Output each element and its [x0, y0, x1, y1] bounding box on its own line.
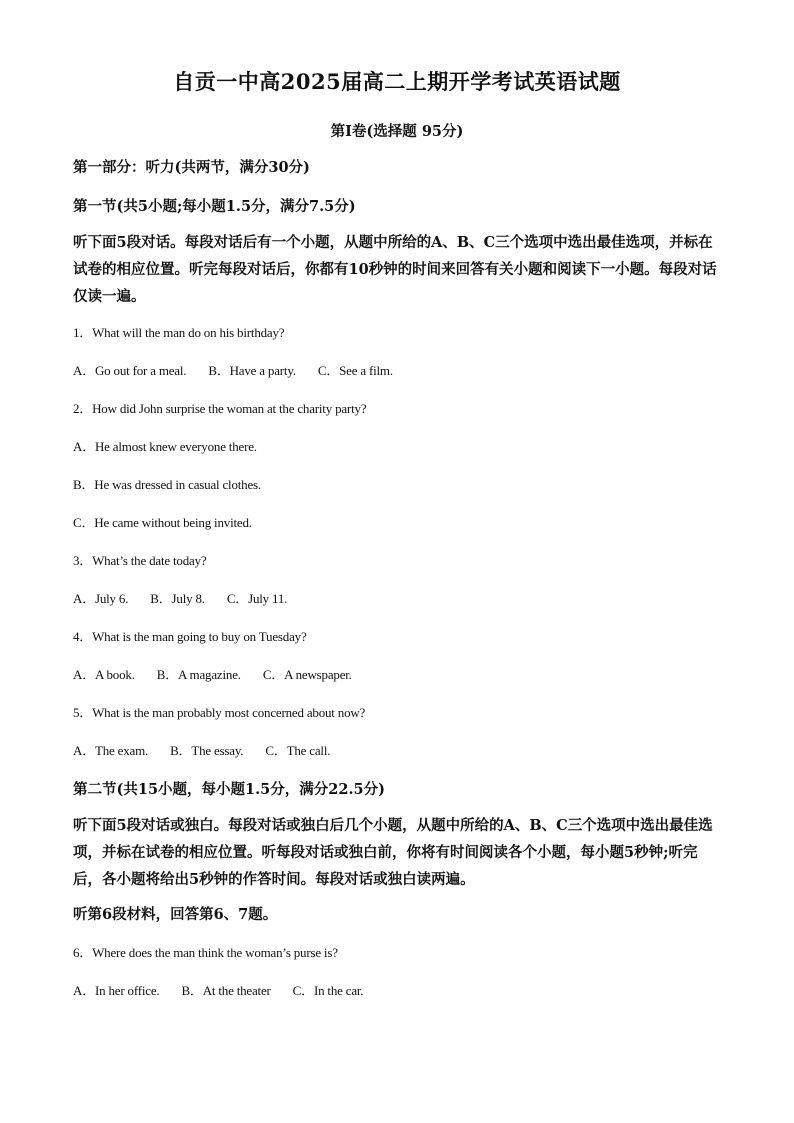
question-4-option-c[interactable]: C．A newspaper. — [262, 667, 352, 682]
question-2-option-c[interactable]: C．He came without being invited. — [73, 515, 252, 530]
question-4-stem: 4．What is the man going to buy on Tuesday? — [73, 629, 307, 644]
section1-heading: 第一节(共5小题;每小题1.5分，满分7.5分) — [73, 198, 356, 215]
question-2-option-b[interactable]: B．He was dressed in casual clothes. — [73, 477, 261, 492]
volume-heading: 第Ⅰ卷(选择题 95分) — [330, 123, 464, 140]
question-3-option-a[interactable]: A．July 6. — [73, 591, 129, 606]
question-6-option-b[interactable]: B．At the theater — [181, 983, 271, 998]
question-2-stem: 2．How did John surprise the woman at the charity party? — [73, 401, 367, 416]
question-5-option-b[interactable]: B．The essay. — [170, 743, 244, 758]
question-6-option-c[interactable]: C．In the car. — [292, 983, 364, 998]
question-1-option-b[interactable]: B．Have a party. — [208, 363, 296, 378]
question-6-option-a[interactable]: A．In her office. — [73, 983, 160, 998]
question-1-options — [73, 360, 393, 379]
question-5-option-a[interactable]: A．The exam. — [73, 743, 149, 758]
question-1-stem: 1．What will the man do on his birthday? — [73, 325, 285, 340]
question-5-option-c[interactable]: C．The call. — [265, 743, 331, 758]
question-3-option-c[interactable]: C．July 11. — [226, 591, 288, 606]
question-6-options — [73, 980, 363, 999]
question-2-option-a[interactable]: A．He almost knew everyone there. — [73, 439, 257, 454]
question-3-option-b[interactable]: B．July 8. — [150, 591, 205, 606]
section2-heading: 第二节(共15小题，每小题1.5分，满分22.5分) — [73, 781, 385, 798]
question-4-options — [73, 664, 352, 683]
question-4-option-b[interactable]: B．A magazine. — [156, 667, 241, 682]
question-3-options — [73, 588, 287, 607]
question-6-stem: 6．Where does the man think the woman’s purse is? — [73, 945, 338, 960]
question-1-option-c[interactable]: C．See a film. — [317, 363, 393, 378]
section2-instructions: 听下面5段对话或独白。每段对话或独白后几个小题，从题中所给的A、B、C三个选项中选出最佳选项，并标在试卷的相应位置。听每段对话或独白前，你将有时间阅读各个小题，每小题5秒钟;听完后，各小题将给出5秒钟的作答时间。每段对话或独白读两遍。 — [73, 817, 713, 888]
question-5-stem: 5．What is the man probably most concerned about now? — [73, 705, 366, 720]
part1-heading: 第一部分：听力(共两节，满分30分) — [73, 159, 310, 176]
question-3-stem: 3．What’s the date today? — [73, 553, 207, 568]
section1-instructions: 听下面5段对话。每段对话后有一个小题，从题中所给的A、B、C三个选项中选出最佳选项，并标在试卷的相应位置。听完每段对话后，你都有10秒钟的时间来回答有关小题和阅读下一小题。每段对话仅读一遍。 — [73, 234, 717, 305]
question-1-option-a[interactable]: A．Go out for a meal. — [73, 363, 187, 378]
question-5-options — [73, 740, 330, 759]
question-4-option-a[interactable]: A．A book. — [73, 667, 135, 682]
exam-title: 自贡一中高2025届高二上期开学考试英语试题 — [173, 69, 621, 94]
material-heading: 听第6段材料，回答第6、7题。 — [73, 906, 278, 923]
